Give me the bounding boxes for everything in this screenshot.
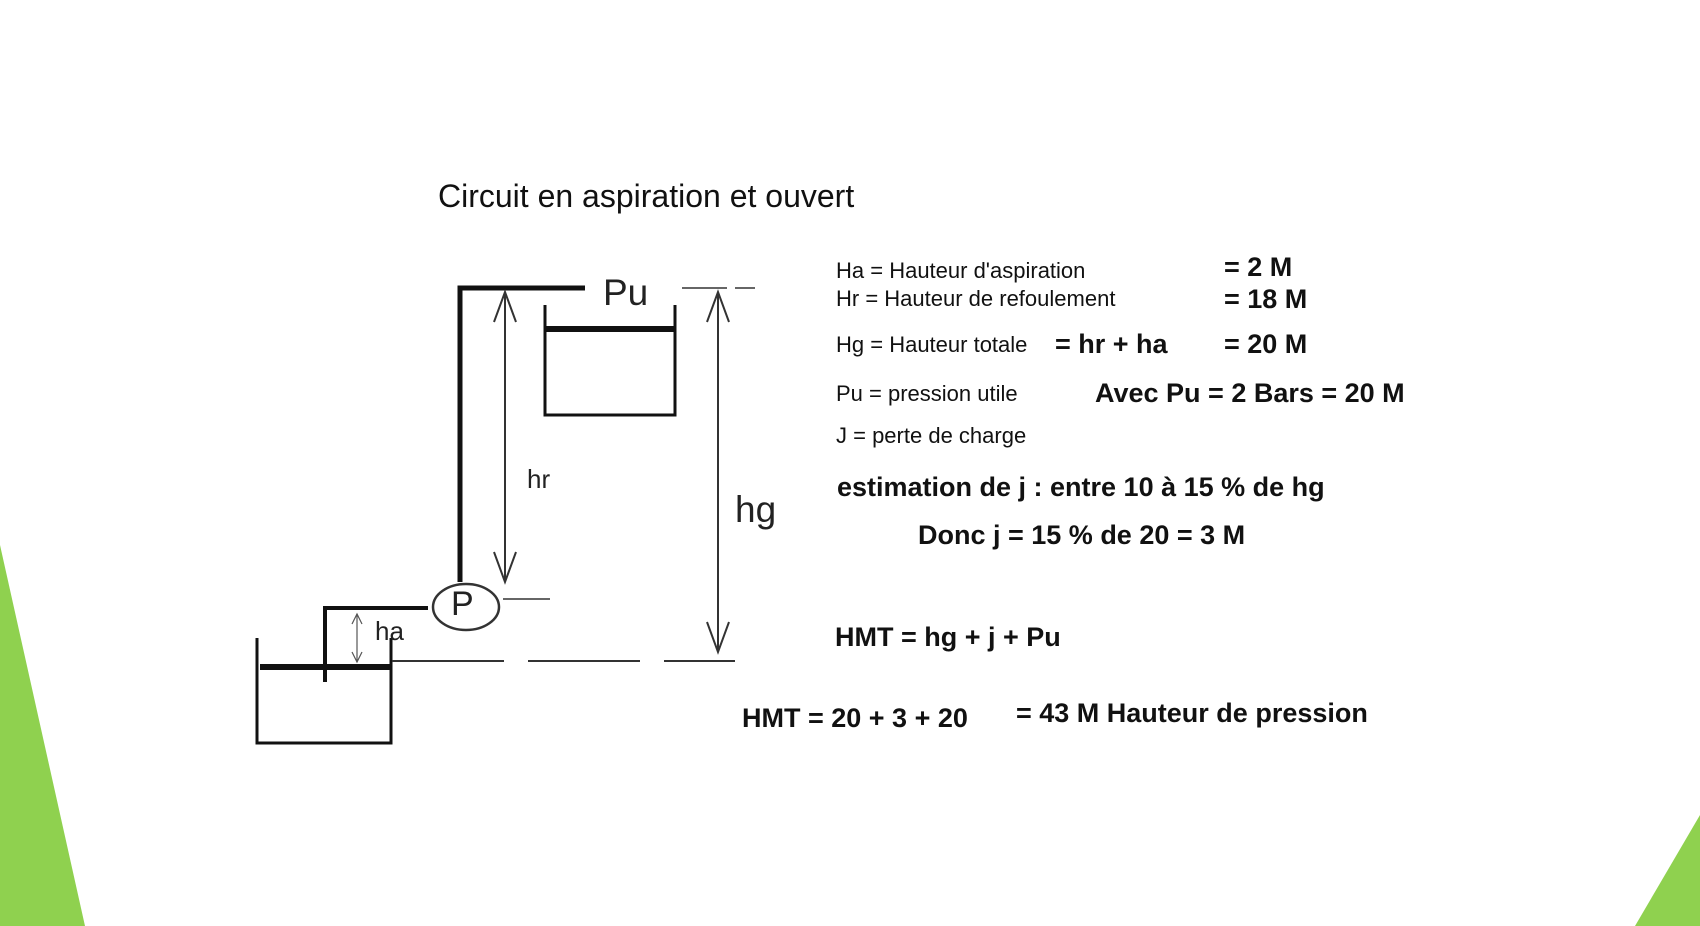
- ha-label: ha: [375, 616, 404, 646]
- pump-label: P: [451, 585, 474, 623]
- pu-value: Avec Pu = 2 Bars = 20 M: [1095, 378, 1405, 408]
- hg-definition: Hg = Hauteur totale: [836, 332, 1028, 357]
- hmt-result: = 43 M Hauteur de pression: [1016, 698, 1368, 728]
- ha-definition: Ha = Hauteur d'aspiration: [836, 258, 1086, 283]
- hg-label: hg: [735, 489, 777, 530]
- hg-formula: = hr + ha: [1055, 329, 1168, 359]
- upper-tank: [545, 305, 675, 415]
- pu-definition: Pu = pression utile: [836, 381, 1018, 406]
- j-definition: J = perte de charge: [836, 423, 1027, 448]
- estimation-result: Donc j = 15 % de 20 = 3 M: [918, 520, 1246, 550]
- hg-value: = 20 M: [1224, 329, 1308, 359]
- hr-label: hr: [527, 464, 551, 494]
- hmt-formula: HMT = hg + j + Pu: [835, 622, 1061, 652]
- ha-value: = 2 M: [1224, 252, 1293, 282]
- discharge-pipe: [460, 288, 585, 582]
- hmt-calculation: HMT = 20 + 3 + 20: [742, 703, 968, 733]
- estimation-line: estimation de j : entre 10 à 15 % de hg: [837, 472, 1325, 502]
- hr-value: = 18 M: [1224, 284, 1308, 314]
- pu-label: Pu: [603, 272, 649, 313]
- hr-definition: Hr = Hauteur de refoulement: [836, 286, 1116, 311]
- slide-title: Circuit en aspiration et ouvert: [438, 178, 855, 214]
